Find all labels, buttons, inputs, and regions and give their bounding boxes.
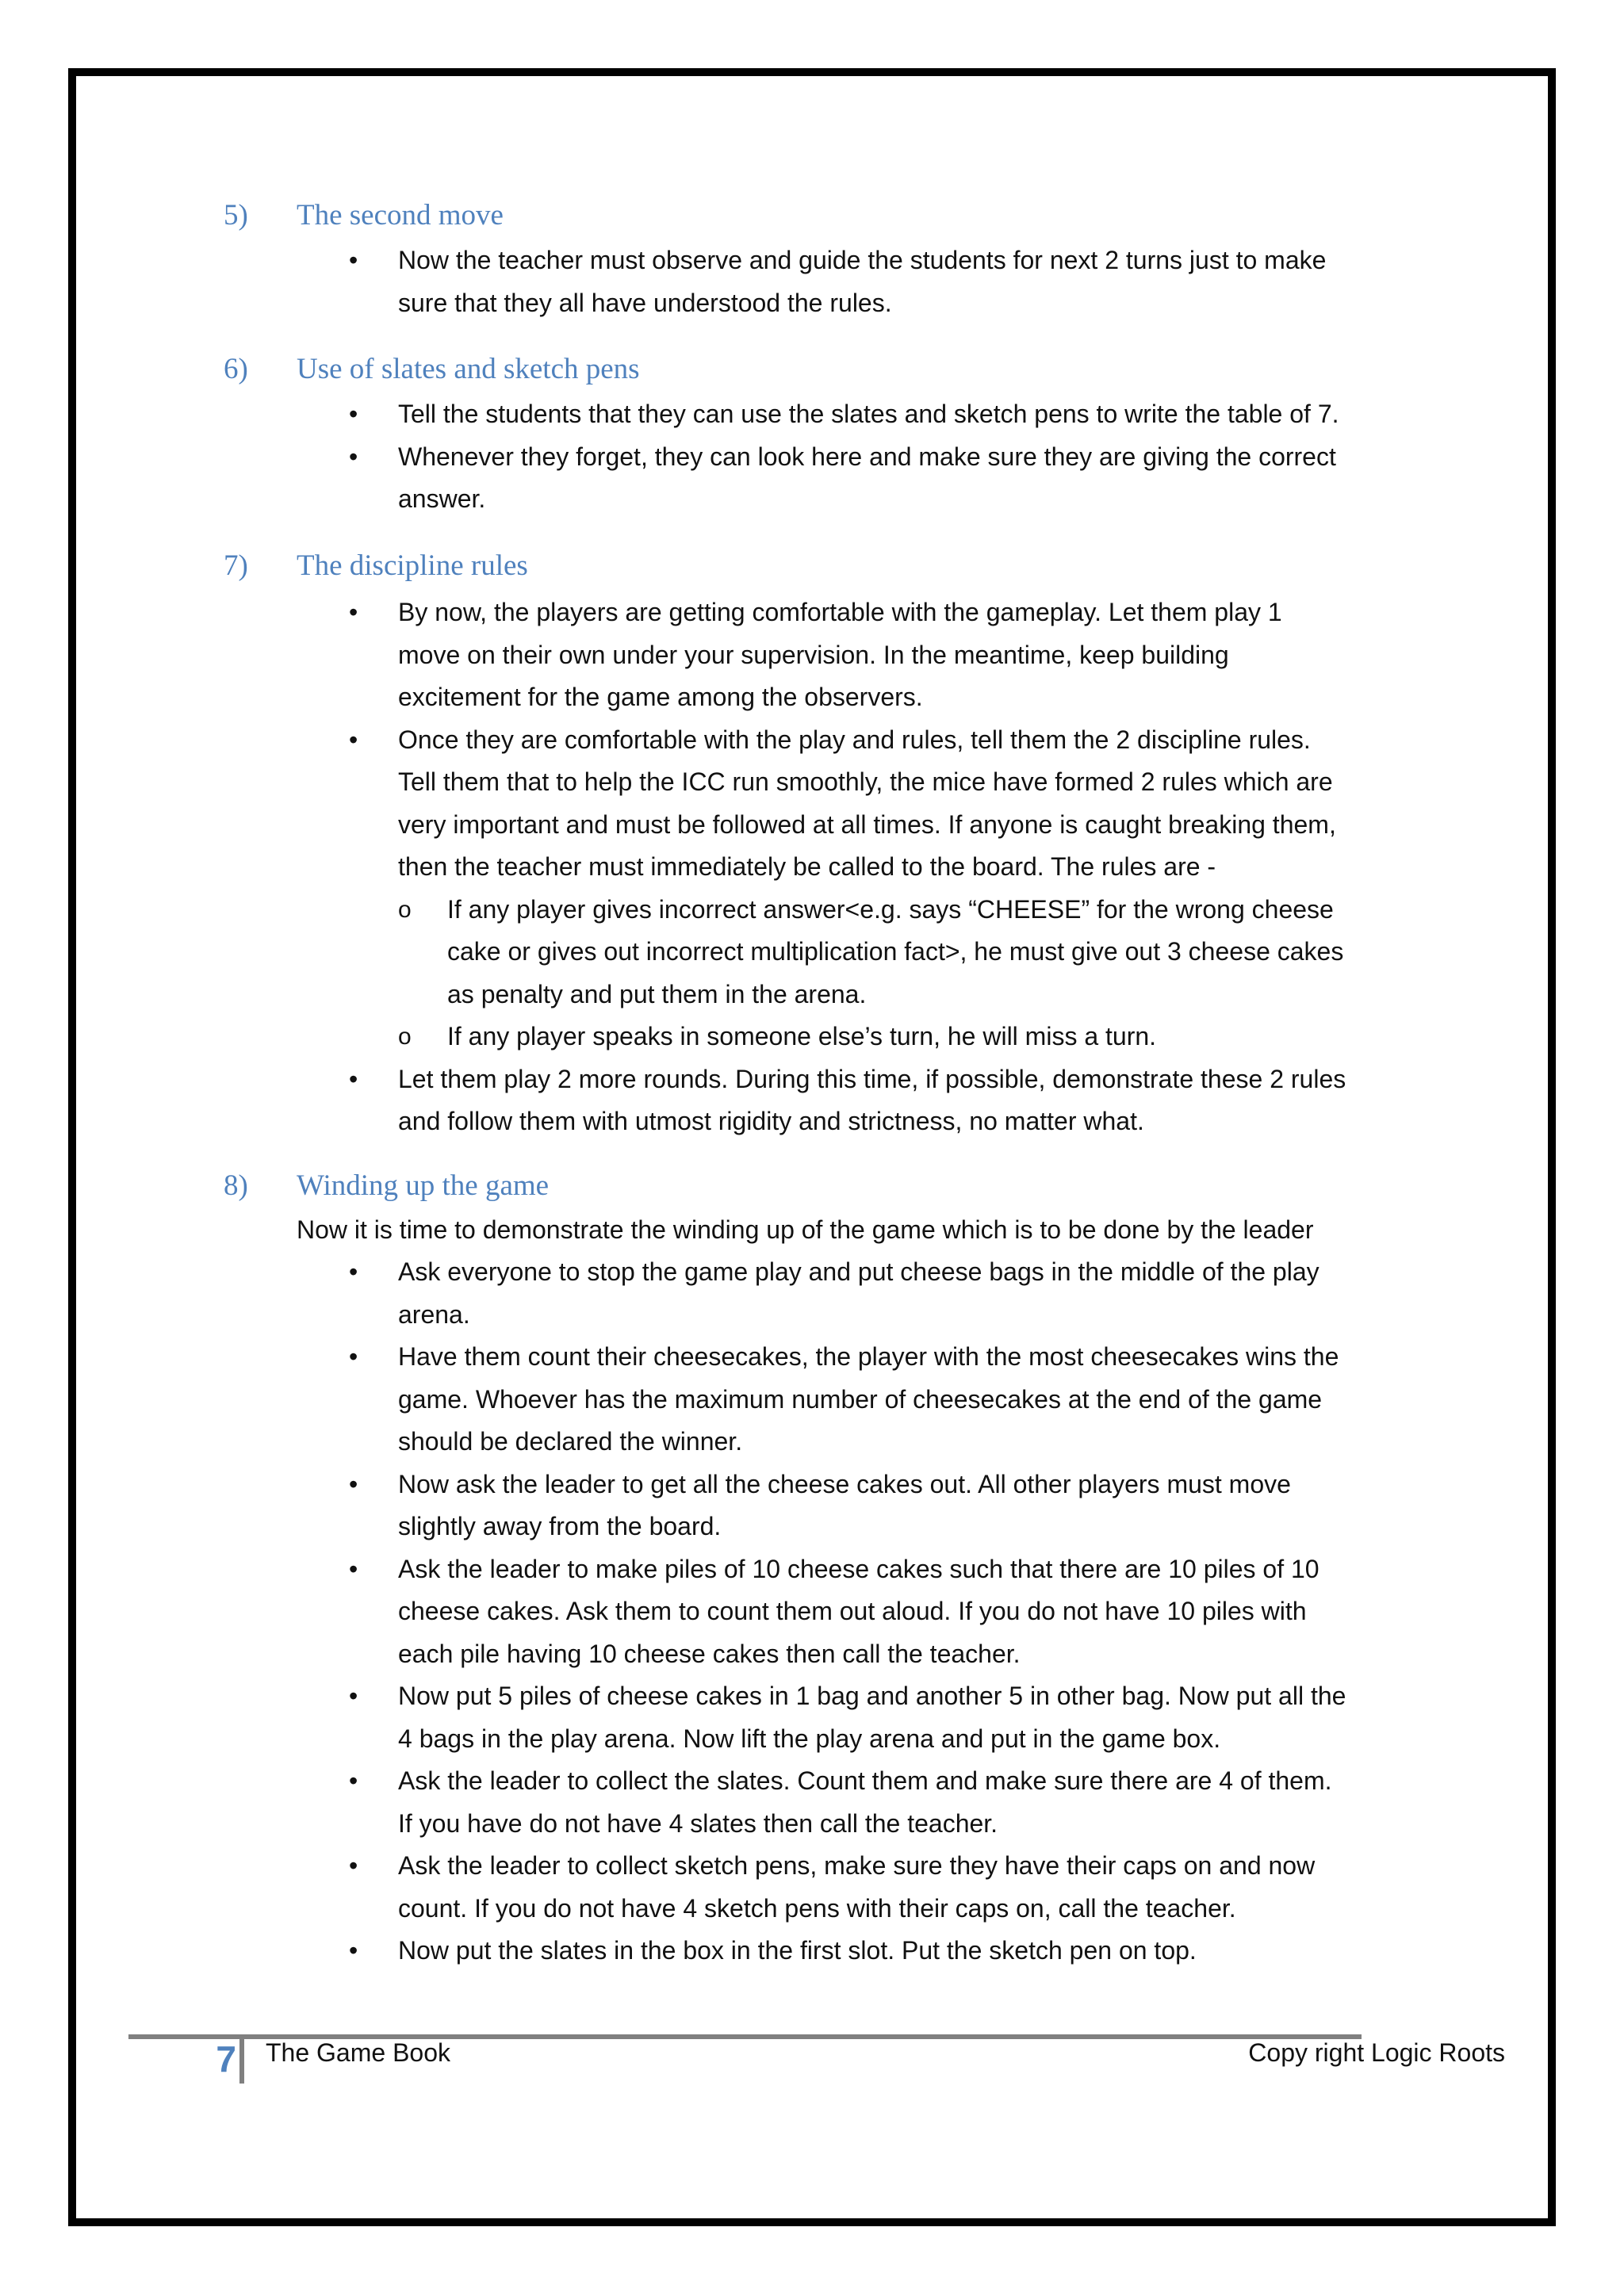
circle-bullet-icon: o bbox=[398, 896, 412, 923]
circle-bullet-icon: o bbox=[398, 1024, 412, 1050]
bullet-icon: • bbox=[349, 725, 358, 754]
footer-vertical-divider bbox=[239, 2034, 244, 2084]
sub-list-item: o If any player gives incorrect answer<e.g. says “CHEESE” for the wrong cheese cake or gives out incorrect multiplication fact>, he must give out 3 cheese cakes as penalty and put them in the arena. bbox=[398, 889, 1624, 1016]
footer-copyright: Copy right Logic Roots bbox=[1248, 2038, 1505, 2067]
list-item: • Once they are comfortable with the play and rules, tell them the 2 discipline rules. Tell them that to help the ICC run smoothly, the mice have formed 2 rules which are very important and must be followed at all times. If anyone is caught breaking them, then the teacher must immediately be called to the board. The rules are - o If any player gives incorrect answer<e.g. says “CHEESE” for the wrong cheese cake or gives out incorrect multiplication fact>, he must give out 3 cheese cakes as penalty and put them in the arena. o If any player speaks in someone else’s turn, he will miss a turn. bbox=[152, 719, 1437, 1058]
section-title: Use of slates and sketch pens bbox=[297, 353, 640, 385]
bullet-icon: • bbox=[349, 1257, 358, 1286]
bullet-icon: • bbox=[349, 400, 358, 428]
bullet-list bbox=[152, 393, 1437, 521]
bullet-icon: • bbox=[349, 1469, 358, 1498]
bullet-list bbox=[152, 239, 1437, 324]
list-item: • Now put the slates in the box in the first slot. Put the sketch pen on top. bbox=[152, 1930, 1437, 1973]
bullet-icon: • bbox=[349, 1064, 358, 1093]
bullet-icon: • bbox=[349, 1766, 358, 1795]
bullet-icon: • bbox=[349, 1554, 358, 1583]
list-item: • By now, the players are getting comfortable with the gameplay. Let them play 1 move on their own under your supervision. In the meantime, keep building excitement for the game among the observers. bbox=[152, 591, 1437, 719]
page-number: 7 bbox=[216, 2038, 236, 2080]
bullet-list bbox=[152, 1251, 1437, 1973]
list-item: • Have them count their cheesecakes, the player with the most cheesecakes wins the game. Whoever has the maximum number of cheesecakes at the end of the game should be declared the winner. bbox=[152, 1336, 1437, 1464]
list-item: • Now put 5 piles of cheese cakes in 1 bag and another 5 in other bag. Now put all the 4 bags in the play arena. Now lift the play arena and put in the game box. bbox=[152, 1675, 1437, 1760]
bullet-icon: • bbox=[349, 246, 358, 274]
list-item: • Now the teacher must observe and guide the students for next 2 turns just to make sure that they all have understood the rules. bbox=[152, 239, 1437, 324]
section-number: 6) bbox=[224, 353, 248, 385]
bullet-icon: • bbox=[349, 1936, 358, 1965]
bullet-list bbox=[152, 591, 1437, 1143]
list-item: • Ask the leader to collect sketch pens, make sure they have their caps on and now count. If you do not have 4 sketch pens with their caps on, call the teacher. bbox=[152, 1845, 1437, 1930]
section-title: Winding up the game bbox=[297, 1169, 550, 1202]
list-item: • Whenever they forget, they can look here and make sure they are giving the correct answer. bbox=[152, 436, 1437, 521]
footer-book-title: The Game Book bbox=[266, 2038, 450, 2067]
list-item: • Ask everyone to stop the game play and put cheese bags in the middle of the play arena. bbox=[152, 1251, 1437, 1336]
sub-list-item: o If any player speaks in someone else’s turn, he will miss a turn. bbox=[398, 1016, 1624, 1058]
section-number: 5) bbox=[224, 199, 248, 232]
sub-list bbox=[398, 889, 1437, 1058]
list-item: • Ask the leader to make piles of 10 cheese cakes such that there are 10 piles of 10 cheese cakes. Ask them to count them out aloud. If you do not have 10 piles with each pile having 10 cheese cakes then call the teacher. bbox=[152, 1548, 1437, 1676]
list-item: • Ask the leader to collect the slates. Count them and make sure there are 4 of them. If you have do not have 4 slates then call the teacher. bbox=[152, 1760, 1437, 1845]
bullet-icon: • bbox=[349, 1851, 358, 1880]
section-number: 7) bbox=[224, 549, 248, 582]
list-item: • Tell the students that they can use the slates and sketch pens to write the table of 7. bbox=[152, 393, 1437, 436]
bullet-icon: • bbox=[349, 442, 358, 471]
list-item: • Let them play 2 more rounds. During this time, if possible, demonstrate these 2 rules and follow them with utmost rigidity and strictness, no matter what. bbox=[152, 1058, 1437, 1143]
list-item: • Now ask the leader to get all the cheese cakes out. All other players must move slightly away from the board. bbox=[152, 1464, 1437, 1548]
section-title: The discipline rules bbox=[297, 549, 528, 582]
section-intro: Now it is time to demonstrate the winding up of the game which is to be done by the leader bbox=[297, 1215, 1314, 1244]
bullet-icon: • bbox=[349, 1342, 358, 1371]
bullet-icon: • bbox=[349, 1682, 358, 1710]
section-number: 8) bbox=[224, 1169, 248, 1202]
section-title: The second move bbox=[297, 199, 504, 232]
bullet-icon: • bbox=[349, 598, 358, 626]
